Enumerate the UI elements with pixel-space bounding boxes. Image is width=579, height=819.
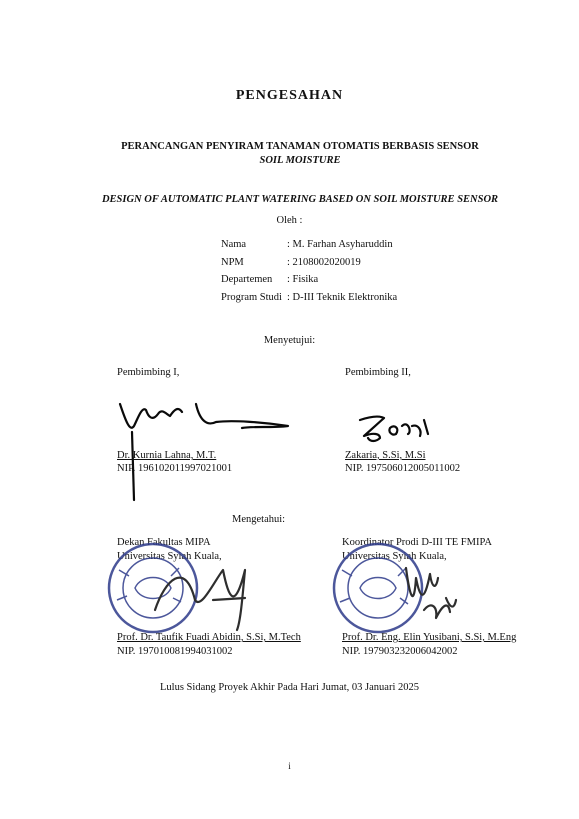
- advisor2-name: Zakaria, S.Si, M.Si: [345, 450, 426, 461]
- info-value: : Fisika: [287, 274, 319, 286]
- by-label: Oleh :: [276, 215, 303, 226]
- coordinator-name: Prof. Dr. Eng. Elin Yusibani, S.Si, M.Eng: [342, 632, 517, 643]
- advisor1-role: Pembimbing I,: [117, 367, 180, 378]
- coordinator-role-line1: Koordinator Prodi D-III TE FMIPA: [342, 537, 492, 548]
- title-id-main: PERANCANGAN PENYIRAM TANAMAN OTOMATIS BERBASIS SENSOR: [121, 141, 479, 152]
- info-label: Nama: [221, 239, 247, 251]
- info-row-department: [221, 271, 397, 289]
- coordinator-nip: NIP. 197903232006042002: [342, 646, 458, 657]
- dean-name: Prof. Dr. Taufik Fuadi Abidin, S.Si, M.Tech: [117, 632, 301, 643]
- dean-role-line1: Dekan Fakultas MIPA: [117, 537, 211, 548]
- info-value: : 2108002020019: [287, 256, 361, 268]
- info-value: : M. Farhan Asyharuddin: [287, 239, 393, 251]
- info-label: Program Studi: [221, 291, 282, 303]
- thesis-title-english: DESIGN OF AUTOMATIC PLANT WATERING BASED ON SOIL MOISTURE SENSOR: [101, 194, 499, 205]
- dean-stamp-icon: [95, 540, 270, 640]
- advisor1-signature: [112, 392, 302, 502]
- advisor1-nip: NIP. 196102011997021001: [117, 463, 233, 474]
- dean-role-line2: Universitas Syiah Kuala,: [117, 551, 222, 562]
- dean-nip: NIP. 197010081994031002: [117, 646, 233, 657]
- title-id-italic: SOIL MOISTURE: [259, 155, 341, 166]
- advisor2-role: Pembimbing II,: [345, 367, 411, 378]
- coordinator-role-line2: Universitas Syiah Kuala,: [342, 551, 447, 562]
- info-label: Departemen: [221, 274, 273, 286]
- thesis-title-indonesian: [110, 140, 490, 168]
- info-label: NPM: [221, 256, 244, 268]
- approved-label: Menyetujui:: [263, 335, 316, 346]
- page-title: PENGESAHAN: [235, 88, 344, 103]
- advisor1-name: Dr. Kurnia Lahna, M.T.: [117, 450, 217, 461]
- graduation-note: Lulus Sidang Proyek Akhir Pada Hari Jumat, 03 Januari 2025: [160, 682, 419, 693]
- acknowledged-label: Mengetahui:: [232, 514, 286, 525]
- info-row-npm: [221, 254, 397, 272]
- advisor2-signature: [350, 410, 440, 450]
- info-row-name: [221, 236, 397, 254]
- page-number: i: [288, 761, 291, 771]
- info-row-program: [221, 289, 397, 307]
- info-value: : D-III Teknik Elektronika: [287, 291, 398, 303]
- advisor2-nip: NIP. 197506012005011002: [345, 463, 461, 474]
- student-info: [221, 236, 397, 306]
